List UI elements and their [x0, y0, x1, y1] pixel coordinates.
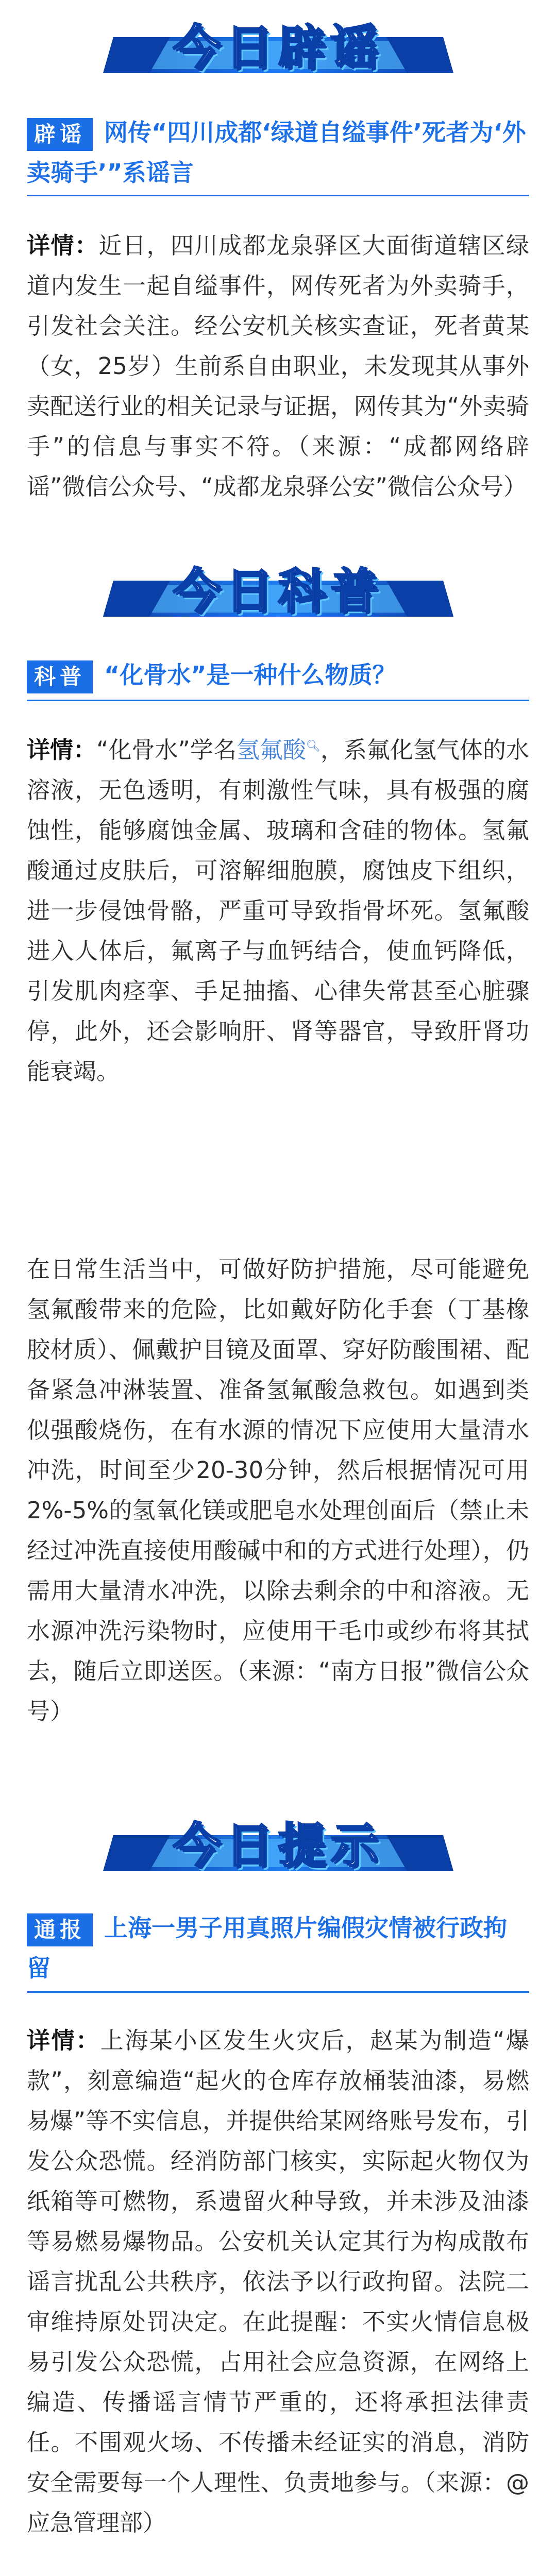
detail-text-before-link: “化骨水”学名 — [96, 736, 237, 764]
detail-text: 近日，四川成都龙泉驿区大面街道辖区绿道内发生一起自缢事件，网传死者为外卖骑手，引发社会关注。经公安机关核实查证，死者黄某（女，25岁）生前系自由职业，未发现其从事外卖配送行业的相关记录与证据，网传其为“外卖骑手”的信息与事实不符。（来源：“成都网络辟谣”微信公众号、“成都龙泉驿公安”微信公众号） — [27, 232, 529, 500]
detail-paragraph — [27, 726, 529, 1092]
headline-notice — [27, 1908, 529, 1988]
banner-title: 今日辟谣 — [173, 20, 383, 75]
tag-science: 科普 — [27, 660, 93, 693]
search-icon[interactable]: 🔍︎ — [306, 740, 321, 753]
headline-text: 网传“四川成都‘绿道自缢事件’死者为‘外卖骑手’”系谣言 — [27, 118, 526, 187]
banner-science — [93, 549, 464, 626]
headline-text: “化骨水”是一种什么物质？ — [104, 661, 396, 689]
banner-title: 今日提示 — [173, 1818, 383, 1873]
headline-text: 上海一男子用真照片编假灾情被行政拘留 — [27, 1914, 508, 1982]
hydrofluoric-acid-link[interactable]: 氢氟酸 — [236, 736, 306, 764]
detail-text: 上海某小区发生火灾后，赵某为制造“爆款”，刻意编造“起火的仓库存放桶装油漆，易燃易爆”等不实信息，并提供给某网络账号发布，引发公众恐慌。经消防部门核实，实际起火物仅为纸箱等可燃物，系遗留火种导致，并未涉及油漆等易燃易爆物品。公安机关认定其行为构成散布谣言扰乱公共秩序，依法予以行政拘留。法院二审维持原处罚决定。在此提醒：不实火情信息极易引发公众恐慌，占用社会应急资源，在网络上编造、传播谣言情节严重的，还将承担法律责任。不围观火场、不传播未经证实的消息，消防安全需要每一个人理性、负责地参与。（来源：@应急管理部） — [27, 2027, 529, 2536]
tag-rumor-debunk: 辟谣 — [27, 118, 93, 151]
headline-science — [27, 655, 529, 695]
detail-paragraph — [27, 2021, 529, 2543]
section-divider — [27, 700, 529, 701]
detail-label: 详情： — [27, 736, 97, 764]
banner-rumor-debunk — [93, 5, 464, 82]
detail-text-after-link: ，系氟化氢气体的水溶液，无色透明，有刺激性气味，具有极强的腐蚀性，能够腐蚀金属、玻璃和含硅的物体。氢氟酸通过皮肤后，可溶解细胞膜，腐蚀皮下组织，进一步侵蚀骨骼，严重可导致指骨坏死。氢氟酸进入人体后，氟离子与血钙结合，使血钙降低，引发肌肉痉挛、手足抽搐、心律失常甚至心脏骤停，此外，还会影响肝、肾等器官，导致肝肾功能衰竭。 — [27, 736, 529, 1085]
tag-notice: 通报 — [27, 1913, 93, 1946]
banner-title: 今日科普 — [173, 564, 383, 619]
section-divider — [27, 195, 529, 196]
safety-paragraph: 在日常生活当中，可做好防护措施，尽可能避免氢氟酸带来的危险，比如戴好防化手套（丁基橡胶材质）、佩戴护目镜及面罩、穿好防酸围裙、配备紧急冲淋装置、准备氢氟酸急救包。如遇到类似强酸烧伤，在有水源的情况下应使用大量清水冲洗，时间至少20-30分钟，然后根据情况可用2%-5%的氢氧化镁或肥皂水处理创面后（禁止未经过冲洗直接使用酸碱中和的方式进行处理），仍需用大量清水冲洗，以除去剩余的中和溶液。无水源冲洗污染物时，应使用干毛巾或纱布将其拭去，随后立即送医。（来源：“南方日报”微信公众号） — [27, 1256, 529, 1725]
headline-rumor — [27, 112, 529, 193]
section-divider — [27, 1991, 529, 1993]
banner-notice — [93, 1803, 464, 1880]
detail-label: 详情： — [27, 2027, 100, 2054]
detail-label: 详情： — [27, 232, 99, 259]
detail-paragraph — [27, 226, 529, 507]
